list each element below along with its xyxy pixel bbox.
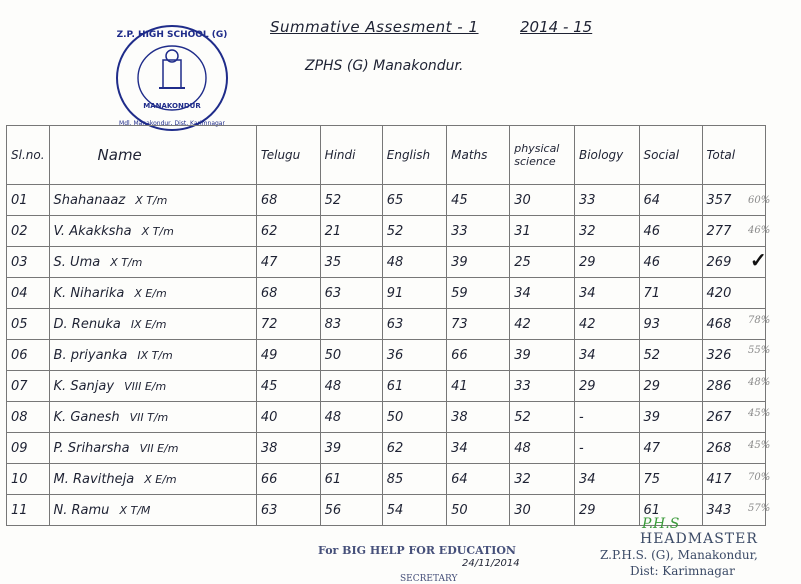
student-class: X T/M [119,503,151,517]
check-mark: ✓ [750,248,767,272]
col-header-telugu: Telugu [256,126,320,185]
cell-telugu: 45 [256,371,320,402]
student-name: M. Ravitheja [53,471,135,487]
cell-biology: 34 [574,464,639,495]
cell-slno: 03 [7,247,50,278]
cell-social: 39 [639,402,702,433]
cell-hindi: 61 [320,464,382,495]
cell-name [49,340,256,371]
cell-physical-science: 32 [510,464,575,495]
col-header-name: Name [49,126,256,185]
col-header-physical-science: physical science [510,126,575,185]
cell-name [49,278,256,309]
percentage-note: 55% [748,345,771,356]
cell-slno: 06 [7,340,50,371]
assessment-title: Summative Assesment - 1 [270,18,479,36]
secretary-label: SECRETARY [400,574,458,584]
cell-name [49,247,256,278]
cell-telugu: 47 [256,247,320,278]
cell-maths: 41 [447,371,510,402]
cell-hindi: 56 [320,495,382,526]
seal-middle-text: MANAKONDUR [143,102,201,110]
col-header-social: Social [639,126,702,185]
cell-hindi: 48 [320,371,382,402]
cell-english: 62 [382,433,446,464]
table-header-row [7,126,766,185]
cell-total: 267 [702,402,765,433]
cell-physical-science: 39 [510,340,575,371]
cell-telugu: 66 [256,464,320,495]
cell-maths: 33 [447,216,510,247]
percentage-note: 45% [748,440,771,451]
cell-telugu: 68 [256,278,320,309]
cell-english: 50 [382,402,446,433]
percentage-note: 45% [748,408,771,419]
cell-biology: 29 [574,247,639,278]
cell-total: 277 [702,216,765,247]
cell-social: 47 [639,433,702,464]
col-header-biology: Biology [574,126,639,185]
cell-english: 91 [382,278,446,309]
cell-total: 286 [702,371,765,402]
cell-telugu: 38 [256,433,320,464]
cell-physical-science: 48 [510,433,575,464]
col-header-total: Total [702,126,765,185]
cell-hindi: 52 [320,185,382,216]
table-row [7,340,766,371]
school-seal-stamp [113,22,231,134]
cell-physical-science: 33 [510,371,575,402]
cell-total: 343 [702,495,765,526]
cell-biology: 34 [574,278,639,309]
headmaster-district: Dist: Karimnagar [630,564,735,578]
cell-slno: 01 [7,185,50,216]
cell-english: 48 [382,247,446,278]
cell-total: 268 [702,433,765,464]
headmaster-school: Z.P.H.S. (G), Manakondur, [600,548,758,562]
cell-english: 65 [382,185,446,216]
stamp-date: 24/11/2014 [462,558,520,569]
cell-total: 326 [702,340,765,371]
marks-table [6,125,766,526]
cell-social: 52 [639,340,702,371]
cell-maths: 73 [447,309,510,340]
cell-telugu: 68 [256,185,320,216]
student-name: N. Ramu [53,502,110,518]
student-class: IX E/m [130,317,167,331]
cell-maths: 50 [447,495,510,526]
cell-hindi: 63 [320,278,382,309]
cell-physical-science: 52 [510,402,575,433]
table-row [7,464,766,495]
cell-total: 420 [702,278,765,309]
cell-maths: 64 [447,464,510,495]
cell-hindi: 83 [320,309,382,340]
cell-social: 75 [639,464,702,495]
student-class: X T/m [135,193,168,207]
cell-physical-science: 30 [510,495,575,526]
cell-name [49,371,256,402]
cell-english: 54 [382,495,446,526]
cell-hindi: 35 [320,247,382,278]
organization-stamp: For BIG HELP FOR EDUCATION [318,544,516,557]
student-name: K. Niharika [53,285,125,301]
student-class: X T/m [141,224,174,238]
cell-english: 36 [382,340,446,371]
cell-name [49,402,256,433]
student-name: D. Renuka [53,316,121,332]
cell-name [49,216,256,247]
cell-name [49,433,256,464]
cell-name [49,495,256,526]
cell-hindi: 21 [320,216,382,247]
cell-social: 93 [639,309,702,340]
cell-name [49,309,256,340]
cell-hindi: 50 [320,340,382,371]
headmaster-signature: P.H.S [642,516,680,532]
cell-physical-science: 30 [510,185,575,216]
cell-english: 52 [382,216,446,247]
cell-english: 61 [382,371,446,402]
student-name: V. Akakksha [53,223,132,239]
cell-social: 46 [639,247,702,278]
cell-total: 468 [702,309,765,340]
percentage-note: 46% [748,225,771,236]
cell-social: 71 [639,278,702,309]
student-name: P. Sriharsha [53,440,130,456]
cell-physical-science: 34 [510,278,575,309]
cell-physical-science: 25 [510,247,575,278]
student-name: K. Sanjay [53,378,115,394]
table-row [7,309,766,340]
cell-hindi: 39 [320,433,382,464]
student-class: VII T/m [129,410,169,424]
student-class: VII E/m [139,441,179,455]
student-name: K. Ganesh [53,409,120,425]
cell-maths: 38 [447,402,510,433]
cell-maths: 39 [447,247,510,278]
col-header-hindi: Hindi [320,126,382,185]
seal-top-text: Z.P. HIGH SCHOOL (G) [116,30,228,40]
headmaster-title: HEADMASTER [640,531,758,547]
cell-social: 64 [639,185,702,216]
percentage-note: 48% [748,377,771,388]
table-row [7,371,766,402]
cell-maths: 59 [447,278,510,309]
school-name: ZPHS (G) Manakondur. [305,58,464,74]
student-name: B. priyanka [53,347,128,363]
student-name: Shahanaaz [53,192,126,208]
col-header-maths: Maths [447,126,510,185]
cell-english: 85 [382,464,446,495]
cell-hindi: 48 [320,402,382,433]
cell-biology: 34 [574,340,639,371]
student-class: IX T/m [137,348,173,362]
percentage-note: 70% [748,472,771,483]
cell-name [49,185,256,216]
percentage-note: 60% [748,195,771,206]
cell-slno: 09 [7,433,50,464]
cell-slno: 02 [7,216,50,247]
academic-year: 2014 - 15 [520,18,593,36]
cell-telugu: 72 [256,309,320,340]
cell-slno: 08 [7,402,50,433]
cell-telugu: 49 [256,340,320,371]
cell-biology: - [574,433,639,464]
col-header-english: English [382,126,446,185]
cell-social: 46 [639,216,702,247]
percentage-note: 78% [748,315,771,326]
cell-telugu: 40 [256,402,320,433]
cell-slno: 11 [7,495,50,526]
seal-bottom-text: Mdl. Manakondur, Dist. Karimnagar [119,120,225,127]
student-class: VIII E/m [124,379,167,393]
student-class: X T/m [110,255,143,269]
table-row [7,278,766,309]
cell-total: 357 [702,185,765,216]
cell-biology: 29 [574,371,639,402]
cell-biology: 29 [574,495,639,526]
cell-slno: 04 [7,278,50,309]
cell-social: 29 [639,371,702,402]
table-row [7,185,766,216]
cell-biology: 42 [574,309,639,340]
student-name: S. Uma [53,254,101,270]
cell-total: 417 [702,464,765,495]
cell-social: 61 [639,495,702,526]
cell-maths: 34 [447,433,510,464]
cell-physical-science: 31 [510,216,575,247]
cell-maths: 66 [447,340,510,371]
cell-physical-science: 42 [510,309,575,340]
table-row [7,433,766,464]
col-header-slno: Sl.no. [7,126,50,185]
student-class: X E/m [144,472,177,486]
cell-slno: 05 [7,309,50,340]
cell-biology: - [574,402,639,433]
table-row [7,402,766,433]
cell-slno: 07 [7,371,50,402]
cell-biology: 33 [574,185,639,216]
cell-telugu: 62 [256,216,320,247]
cell-telugu: 63 [256,495,320,526]
table-row [7,216,766,247]
cell-slno: 10 [7,464,50,495]
percentage-note: 57% [748,503,771,514]
cell-total: 269 [702,247,765,278]
student-class: X E/m [134,286,167,300]
cell-biology: 32 [574,216,639,247]
cell-maths: 45 [447,185,510,216]
cell-english: 63 [382,309,446,340]
cell-name [49,464,256,495]
table-row [7,247,766,278]
